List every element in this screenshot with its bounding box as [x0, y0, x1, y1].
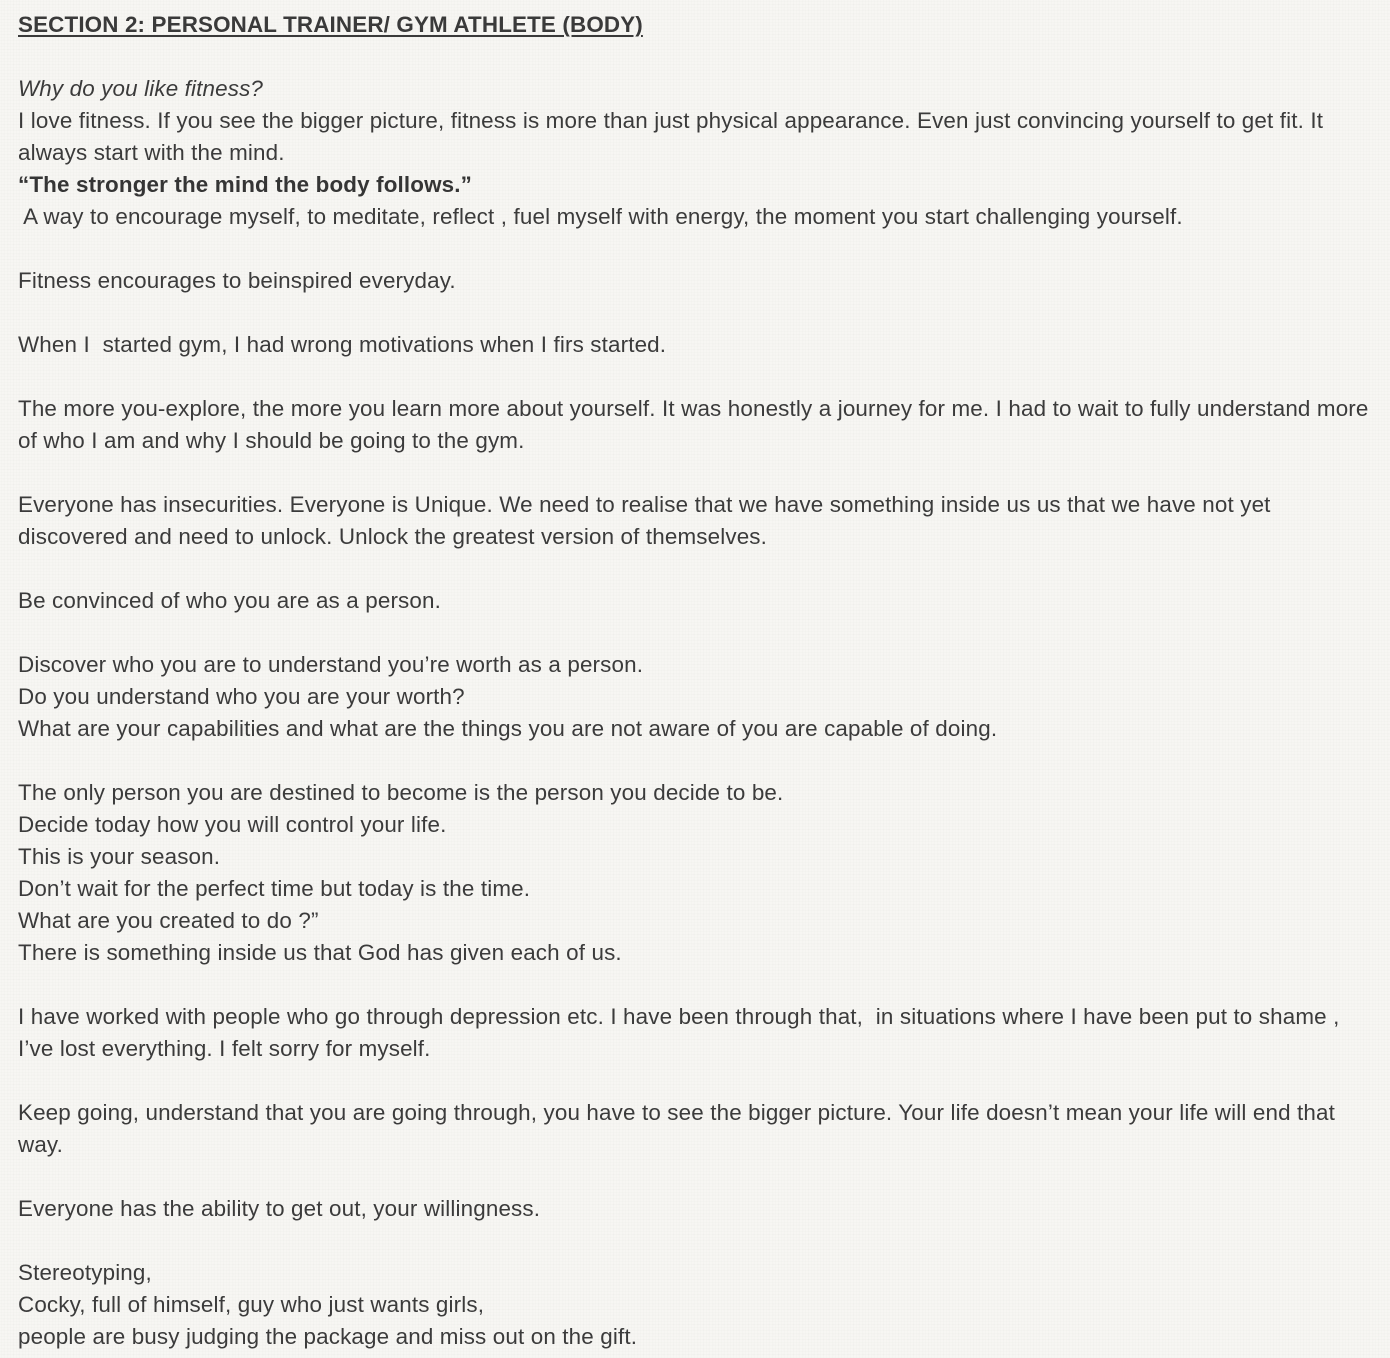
paragraph-judging: people are busy judging the package and miss out on the gift.: [18, 1324, 638, 1349]
paragraph-insecurities: Everyone has insecurities. Everyone is Unique. We need to realise that we have something inside us us that we have not yet discovered and need to unlock. Unlock the greatest version of themselves.: [18, 492, 1277, 549]
blank-line: [18, 745, 1380, 777]
paragraph-encourage: A way to encourage myself, to meditate, reflect , fuel myself with energy, the moment you start challenging yourself.: [18, 204, 1183, 229]
blank-line: [18, 1161, 1380, 1193]
blank-line: [18, 297, 1380, 329]
paragraph-capabilities: What are your capabilities and what are the things you are not aware of you are capable of doing.: [18, 716, 998, 741]
paragraph-explore: The more you-explore, the more you learn more about yourself. It was honestly a journey for me. I had to wait to fully understand more of who I am and why I should be going to the gym.: [18, 396, 1375, 453]
blank-line: [18, 457, 1380, 489]
paragraph-discover: Discover who you are to understand you’re worth as a person.: [18, 652, 644, 677]
paragraph-worth-question: Do you understand who you are your worth?: [18, 684, 465, 709]
blank-line: [18, 361, 1380, 393]
paragraph-created-to-do: What are you created to do ?”: [18, 908, 319, 933]
blank-line: [18, 41, 1380, 73]
blank-line: [18, 233, 1380, 265]
document-body: [18, 9, 1380, 1353]
paragraph-inspired: Fitness encourages to beinspired everyday.: [18, 268, 456, 293]
blank-line: [18, 1065, 1380, 1097]
paragraph-stereotyping: Stereotyping,: [18, 1260, 152, 1285]
blank-line: [18, 1225, 1380, 1257]
section-heading: SECTION 2: PERSONAL TRAINER/ GYM ATHLETE (BODY): [18, 12, 643, 37]
paragraph-convinced: Be convinced of who you are as a person.: [18, 588, 441, 613]
paragraph-god-given: There is something inside us that God has given each of us.: [18, 940, 622, 965]
paragraph-love-fitness: I love fitness. If you see the bigger picture, fitness is more than just physical appearance. Even just convincing yourself to get fit. It always start with the mind.: [18, 108, 1330, 165]
paragraph-dont-wait: Don’t wait for the perfect time but today is the time.: [18, 876, 531, 901]
paragraph-started-gym: When I started gym, I had wrong motivations when I firs started.: [18, 332, 667, 357]
blank-line: [18, 617, 1380, 649]
paragraph-keep-going: Keep going, understand that you are going through, you have to see the bigger picture. Your life doesn’t mean your life will end that way.: [18, 1100, 1342, 1157]
paragraph-depression: I have worked with people who go through depression etc. I have been through that, in situations where I have been put to shame , I’ve lost everything. I felt sorry for myself.: [18, 1004, 1346, 1061]
paragraph-destined: The only person you are destined to become is the person you decide to be.: [18, 780, 784, 805]
paragraph-season: This is your season.: [18, 844, 221, 869]
quote-text: “The stronger the mind the body follows.”: [18, 172, 472, 197]
paragraph-ability: Everyone has the ability to get out, your willingness.: [18, 1196, 541, 1221]
question-text: Why do you like fitness?: [18, 76, 264, 101]
paragraph-cocky: Cocky, full of himself, guy who just wants girls,: [18, 1292, 485, 1317]
blank-line: [18, 969, 1380, 1001]
blank-line: [18, 553, 1380, 585]
paragraph-decide-today: Decide today how you will control your life.: [18, 812, 447, 837]
